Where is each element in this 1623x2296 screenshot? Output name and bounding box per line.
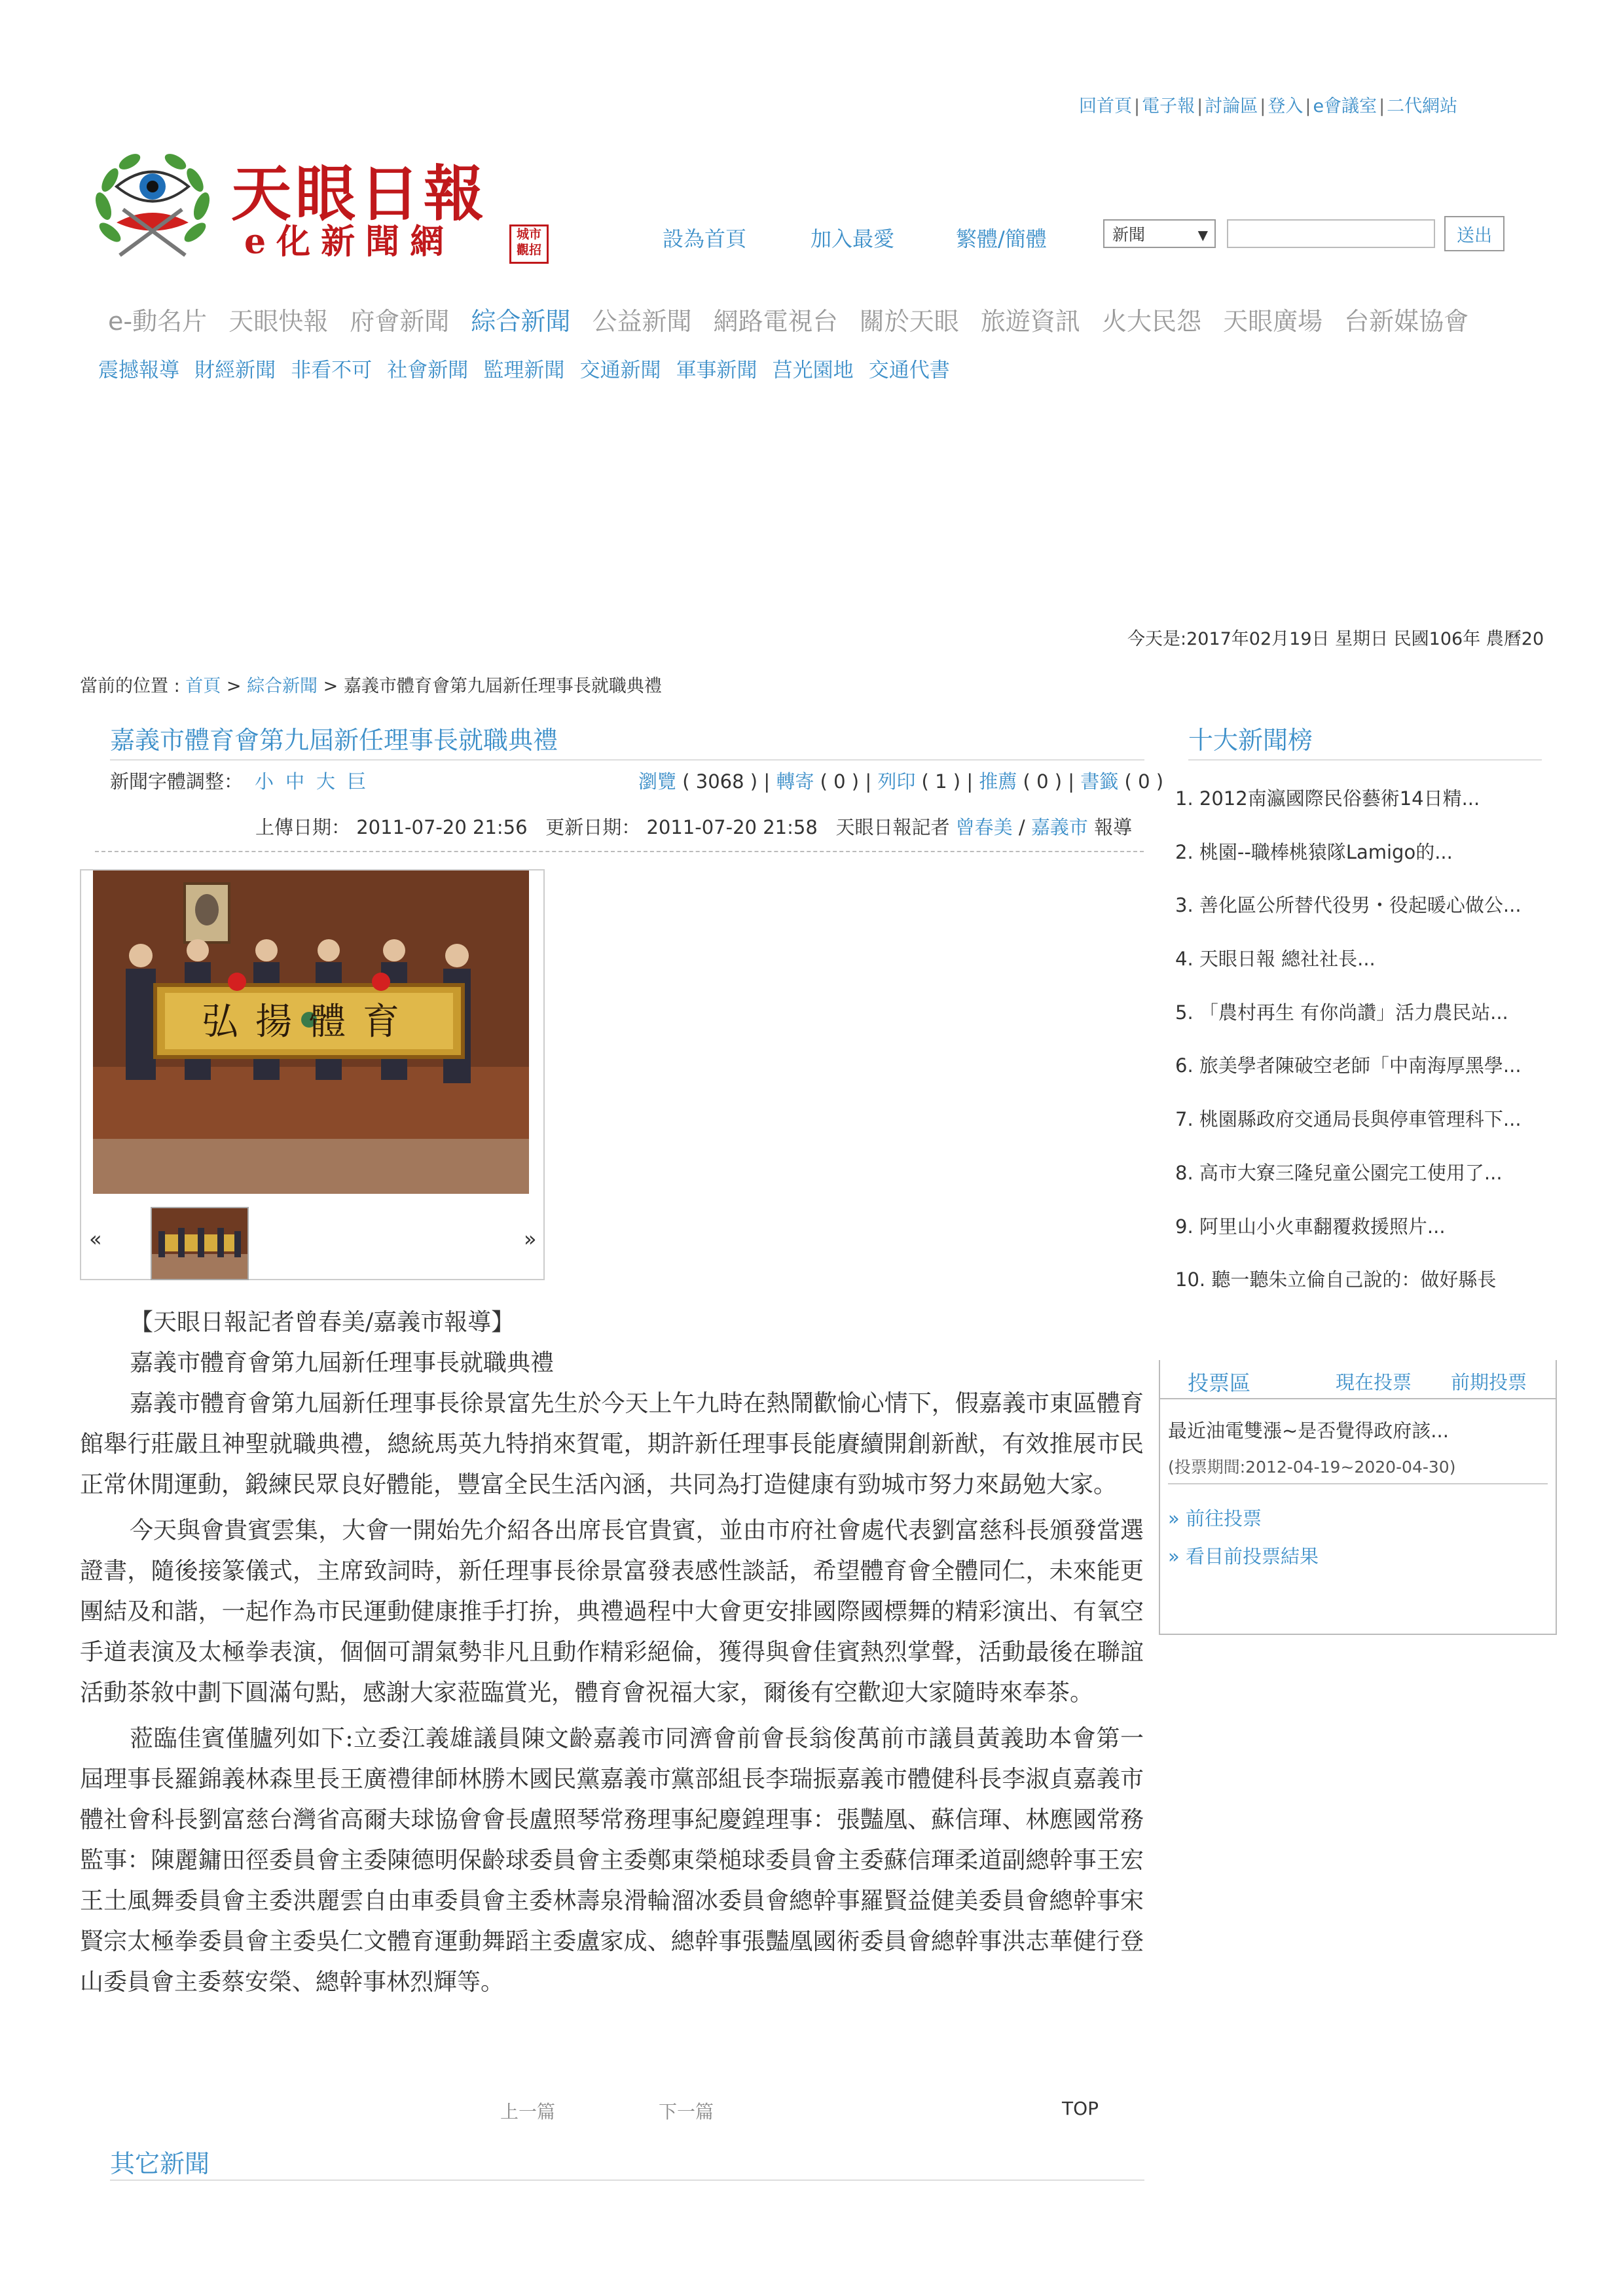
photo-gallery xyxy=(80,869,545,1280)
breadcrumb-separator: > xyxy=(221,676,247,696)
top10-heading: 十大新聞榜 xyxy=(1188,726,1313,755)
vote-panel xyxy=(1159,1360,1557,1635)
breadcrumb-current: 嘉義市體育會第九屆新任理事長就職典禮 xyxy=(343,676,662,696)
breadcrumb-home[interactable]: 首頁 xyxy=(185,676,221,696)
gallery-next-arrow[interactable]: » xyxy=(524,1227,537,1251)
add-favorite-link[interactable]: 加入最愛 xyxy=(811,226,895,251)
nav-item-web-tv[interactable]: 網路電視台 xyxy=(713,307,838,336)
go-vote-link[interactable]: » 前往投票 xyxy=(1168,1507,1262,1530)
dropdown-arrow-icon: ▼ xyxy=(1197,227,1208,243)
subnav-item-supervision[interactable]: 監理新聞 xyxy=(483,359,565,382)
subnav-item-society[interactable]: 社會新聞 xyxy=(387,359,469,382)
views-label: 瀏覽 xyxy=(638,770,677,793)
font-size-label: 新聞字體調整： xyxy=(110,770,244,793)
search-category-select[interactable] xyxy=(1103,219,1216,248)
top-link-home[interactable]: 回首頁 xyxy=(1079,96,1132,117)
article-meta: 上傳日期： 2011-07-20 21:56 更新日期： 2011-07-20 21:58 天眼日報記者 曾春美 / 嘉義市 報導 xyxy=(255,816,1133,838)
article-photo[interactable] xyxy=(93,870,529,1194)
breadcrumb xyxy=(80,672,662,697)
search-submit-button[interactable]: 送出 xyxy=(1444,216,1504,251)
article-paragraph: 今天與會貴賓雲集，大會一開始先介紹各出席長官貴賓，並由市府社會處代表劉富慈科長頒發當選證書，隨後接篆儀式，主席致詞時，新任理事長徐景富發表感性談話，希望體育會全體同仁，未來能更團結及和諧，一起作為市民運動健康推手打拚，典禮過程中大會更安排國際國標舞的精彩演出、有氧空手道表演及太極拳表演，個個可謂氣勢非凡且動作精彩絕倫，獲得與會佳賓熱烈掌聲，活動最後在聯誼活動茶敘中劃下圓滿句點，感謝大家蒞臨賞光，體育會祝福大家，爾後有空歡迎大家隨時來奉茶。 xyxy=(80,1517,1144,1706)
top10-item[interactable]: 2. 桃園--職棒桃猿隊Lamigo的... xyxy=(1175,840,1453,863)
main-nav xyxy=(108,301,1487,337)
vote-question: 最近油電雙漲~是否覺得政府該... xyxy=(1168,1420,1449,1442)
breadcrumb-separator: > xyxy=(318,676,344,696)
subnav-item-traffic[interactable]: 交通新聞 xyxy=(579,359,661,382)
traditional-simplified-link[interactable]: 繁體/簡體 xyxy=(956,226,1047,251)
forward-link[interactable]: 轉寄 xyxy=(776,770,814,793)
top10-item[interactable]: 5. 「農村再生 有你尚讚」活力農民站... xyxy=(1175,1001,1508,1024)
top-links: 回首頁 | 電子報 | 討論區 | 登入 | e會議室 | 二代網站 xyxy=(1079,96,1458,117)
nav-item-about[interactable]: 關於天眼 xyxy=(859,307,959,336)
font-size-huge-button[interactable]: 巨 xyxy=(347,770,367,793)
vote-tabs xyxy=(1160,1359,1558,1398)
nav-item-media-assoc[interactable]: 台新媒協會 xyxy=(1344,307,1469,336)
top-link-newsletter[interactable]: 電子報 xyxy=(1142,96,1195,117)
subnav-item-traffic-scrivener[interactable]: 交通代書 xyxy=(868,359,950,382)
top10-item[interactable]: 1. 2012南瀛國際民俗藝術14日精... xyxy=(1175,787,1480,810)
reporter-suffix: 報導 xyxy=(1094,816,1133,838)
article-paragraph: 【天眼日報記者曾春美/嘉義市報導】 xyxy=(130,1309,515,1336)
back-to-top-link[interactable]: TOP xyxy=(1062,2098,1099,2119)
eye-emblem-icon xyxy=(84,141,221,265)
top10-item[interactable]: 3. 善化區公所替代役男・役起暖心做公... xyxy=(1175,894,1522,917)
forward-count: 0 xyxy=(833,770,846,793)
top10-item[interactable]: 6. 旅美學者陳破空老師「中南海厚黑學... xyxy=(1175,1054,1522,1077)
article-stats: 瀏覽 ( 3068 ) | 轉寄 ( 0 ) | 列印 ( 1 ) | 推薦 ( 0 ) | 書籤 ( 0 ) xyxy=(638,770,1164,793)
article-body xyxy=(80,1302,1144,2003)
font-size-large-button[interactable]: 大 xyxy=(316,770,336,793)
photo-banner-text: 弘揚體育 xyxy=(202,1001,416,1043)
vote-divider xyxy=(1159,1398,1557,1399)
nav-item-charity-news[interactable]: 公益新聞 xyxy=(592,307,692,336)
top10-divider xyxy=(1188,759,1542,761)
bookmark-count: 0 xyxy=(1138,770,1150,793)
bookmark-link[interactable]: 書籤 xyxy=(1080,770,1119,793)
top10-list xyxy=(1175,784,1548,1319)
print-count: 1 xyxy=(935,770,947,793)
font-size-small-button[interactable]: 小 xyxy=(255,770,274,793)
tab-current-vote[interactable]: 現在投票 xyxy=(1336,1371,1412,1393)
breadcrumb-category[interactable]: 綜合新聞 xyxy=(247,676,318,696)
print-link[interactable]: 列印 xyxy=(877,770,916,793)
nav-item-complaints[interactable]: 火大民怨 xyxy=(1101,307,1201,336)
tab-previous-vote[interactable]: 前期投票 xyxy=(1451,1371,1527,1393)
ceremony-photo-image xyxy=(93,870,529,1194)
vote-divider xyxy=(1168,1483,1548,1484)
subnav-item-must-see[interactable]: 非看不可 xyxy=(291,359,373,382)
article-paragraph: 蒞臨佳賓僅臚列如下:立委江義雄議員陳文齡嘉義市同濟會前會長翁俊萬前市議員黃義助本會第一屆理事長羅錦義林森里長王廣禮律師林勝木國民黨嘉義市黨部組長李瑞振嘉義市體健科長李淑貞嘉義市體社會科長劉富慈台灣省高爾夫球協會會長盧照琴常務理事紀慶鍠理事：張豔凰、蘇信琿、林應國常務監事：陳麗鏞田徑委員會主委陳德明保齡球委員會主委鄭東榮槌球委員會主委蘇信琿柔道副總幹事王宏王土風舞委員會主委洪麗雲自由車委員會主委林壽泉滑輪溜冰委員會總幹事羅賢益健美委員會總幹事宋賢宗太極拳委員會主委吳仁文體育運動舞蹈主委盧家成、總幹事張豔凰國術委員會總幹事洪志華健行登山委員會主委蔡安榮、總幹事林烈輝等。 xyxy=(80,1725,1144,1996)
vote-heading: 投票區 xyxy=(1188,1371,1251,1395)
top-link-emeeting[interactable]: e會議室 xyxy=(1313,96,1377,117)
article-paragraph: 嘉義市體育會第九屆新任理事長就職典禮 xyxy=(130,1350,555,1376)
gallery-prev-arrow[interactable]: « xyxy=(89,1227,102,1251)
reporter-prefix: 天眼日報記者 xyxy=(835,816,950,838)
subnav-item-juguang[interactable]: 莒光園地 xyxy=(772,359,854,382)
nav-item-plaza[interactable]: 天眼廣場 xyxy=(1223,307,1323,336)
site-logo[interactable] xyxy=(84,141,555,265)
breadcrumb-prefix: 當前的位置 : xyxy=(80,676,186,696)
today-date: 今天是:2017年02月19日 星期日 民國106年 農曆20 xyxy=(1127,629,1544,649)
subnav-item-military[interactable]: 軍事新聞 xyxy=(676,359,757,382)
nav-item-council-news[interactable]: 府會新聞 xyxy=(350,307,450,336)
other-news-heading: 其它新聞 xyxy=(110,2149,210,2178)
article-paragraph: 嘉義市體育會第九屆新任理事長徐景富先生於今天上午九時在熱鬧歡愉心情下，假嘉義市東區體育館舉行莊嚴且神聖就職典禮，總統馬英九特捎來賀電，期許新任理事長能賡續開創新猷，有效推展市民正常休閒運動，鍛練民眾良好體能，豐富全民生活內涵，共同為打造健康有勁城市努力來勗勉大家。 xyxy=(80,1390,1144,1498)
reporter-link[interactable]: 曾春美 xyxy=(955,816,1013,838)
top10-item[interactable]: 7. 桃園縣政府交通局長與停車管理科下... xyxy=(1175,1108,1522,1131)
top10-item[interactable]: 10. 聽一聽朱立倫自己說的：做好縣長 xyxy=(1175,1268,1497,1291)
update-date: 2011-07-20 21:58 xyxy=(646,816,818,838)
article-title: 嘉義市體育會第九屆新任理事長就職典禮 xyxy=(110,726,558,755)
recommend-link[interactable]: 推薦 xyxy=(979,770,1017,793)
vote-period: (投票期間:2012-04-19~2020-04-30) xyxy=(1168,1458,1456,1477)
meta-divider xyxy=(95,851,1144,852)
recommend-count: 0 xyxy=(1036,770,1049,793)
search-input[interactable] xyxy=(1227,219,1435,248)
gallery-thumbnail[interactable] xyxy=(151,1207,249,1280)
prev-article-link[interactable]: 上一篇 xyxy=(500,2101,556,2123)
subnav-item-finance[interactable]: 財經新聞 xyxy=(194,359,276,382)
upload-label: 上傳日期： xyxy=(255,816,351,838)
top-link-login[interactable]: 登入 xyxy=(1267,96,1304,117)
top10-item[interactable]: 9. 阿里山小火車翻覆救援照片... xyxy=(1175,1215,1446,1238)
title-divider xyxy=(110,759,1144,761)
vote-results-link[interactable]: » 看目前投票結果 xyxy=(1168,1545,1319,1568)
city-link[interactable]: 嘉義市 xyxy=(1030,816,1088,838)
logo-title: 天眼日報 xyxy=(231,158,488,229)
subnav-item-shock[interactable]: 震撼報導 xyxy=(98,359,179,382)
other-news-divider xyxy=(110,2179,1144,2181)
search-category-value: 新聞 xyxy=(1112,225,1146,244)
top10-item[interactable]: 4. 天眼日報 總社社長... xyxy=(1175,948,1376,971)
top-link-second-gen-site[interactable]: 二代網站 xyxy=(1387,96,1458,117)
nav-item-e-card[interactable]: e-動名片 xyxy=(108,307,208,336)
nav-item-general-news[interactable]: 綜合新聞 xyxy=(471,307,571,336)
top10-item[interactable]: 8. 高市大寮三隆兒童公園完工使用了... xyxy=(1175,1161,1503,1184)
next-article-link[interactable]: 下一篇 xyxy=(659,2101,714,2123)
font-size-medium-button[interactable]: 中 xyxy=(285,770,305,793)
thumbnail-image xyxy=(152,1208,247,1279)
set-homepage-link[interactable]: 設為首頁 xyxy=(663,226,747,251)
logo-seal: 城市 觀招 xyxy=(509,224,549,264)
views-count: 3068 xyxy=(695,770,744,793)
nav-item-express[interactable]: 天眼快報 xyxy=(228,307,329,336)
top-link-forum[interactable]: 討論區 xyxy=(1205,96,1258,117)
nav-item-travel[interactable]: 旅遊資訊 xyxy=(980,307,1080,336)
upload-date: 2011-07-20 21:56 xyxy=(356,816,528,838)
sub-nav xyxy=(98,353,962,383)
logo-subtitle: e化新聞網 xyxy=(244,222,455,262)
font-size-control xyxy=(110,767,366,794)
update-label: 更新日期： xyxy=(545,816,641,838)
